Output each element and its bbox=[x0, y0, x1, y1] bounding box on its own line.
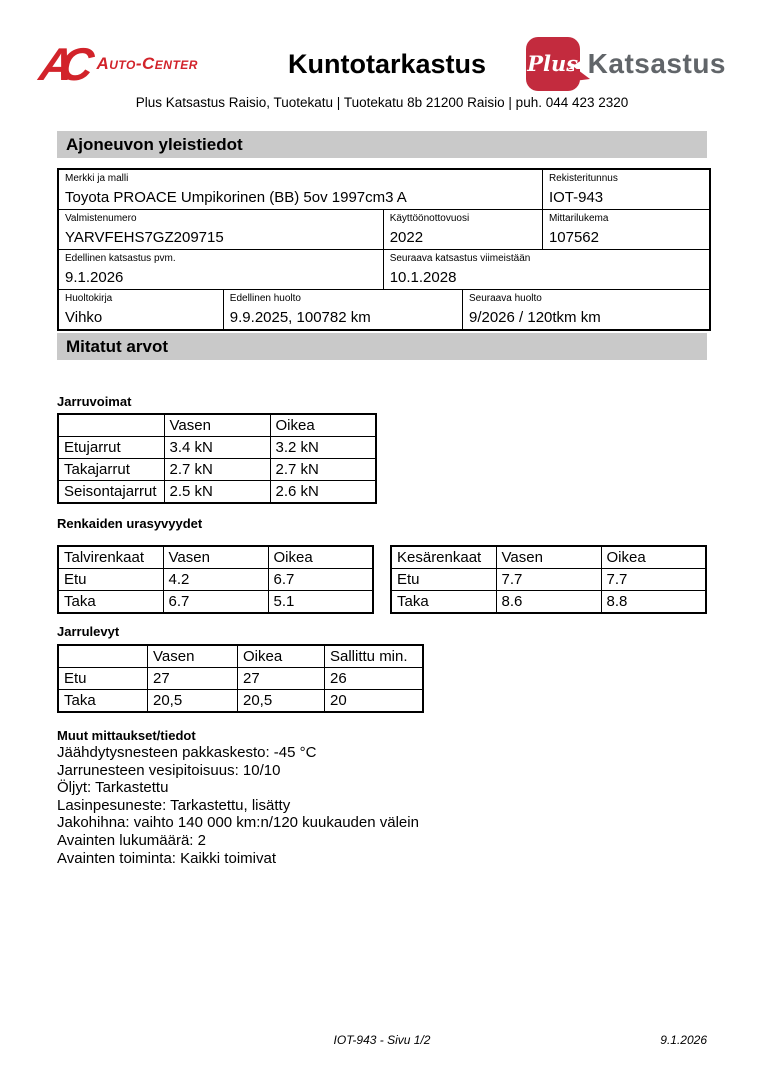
document-header bbox=[36, 34, 726, 94]
document-title: Kuntotarkastus bbox=[287, 48, 487, 79]
value-cell: 7.7 bbox=[601, 569, 706, 591]
header-cell bbox=[58, 414, 164, 437]
vehicle-info-row bbox=[59, 249, 709, 289]
field-value: 107562 bbox=[548, 229, 599, 246]
vehicle-info-row bbox=[59, 289, 709, 329]
auto-center-logo bbox=[36, 38, 240, 90]
header-cell bbox=[58, 645, 148, 668]
value-cell: 27 bbox=[238, 668, 325, 690]
field-first-use-year bbox=[383, 210, 542, 249]
plus-logo-text: Plus bbox=[527, 50, 579, 76]
value-cell: 20,5 bbox=[148, 690, 238, 713]
field-label: Huoltokirja bbox=[65, 293, 113, 304]
field-label: Edellinen huolto bbox=[229, 293, 301, 304]
summer-tyres-table bbox=[390, 545, 707, 614]
field-value: 9/2026 / 120tkm km bbox=[468, 309, 601, 326]
header-cell: Vasen bbox=[148, 645, 238, 668]
field-label: Edellinen katsastus pvm. bbox=[65, 253, 176, 264]
measurement-line: Lasinpesuneste: Tarkastettu, lisätty bbox=[57, 796, 291, 814]
table-header-row bbox=[391, 546, 706, 569]
table-row bbox=[58, 437, 376, 459]
field-value: Toyota PROACE Umpikorinen (BB) 5ov 1997cm3 A bbox=[65, 189, 407, 206]
value-cell: 4.2 bbox=[163, 569, 268, 591]
vehicle-info-table bbox=[57, 168, 711, 331]
brake-forces-heading: Jarruvoimat bbox=[57, 394, 132, 409]
field-value: IOT-943 bbox=[548, 189, 604, 206]
field-vin bbox=[59, 210, 383, 249]
field-label: Seuraava huolto bbox=[468, 293, 542, 304]
other-measurements-heading: Muut mittaukset/tiedot bbox=[57, 728, 196, 743]
header-cell: Oikea bbox=[270, 414, 376, 437]
value-cell: 3.4 kN bbox=[164, 437, 270, 459]
table-row bbox=[58, 459, 376, 481]
section-header-measured-values: Mitatut arvot bbox=[57, 333, 707, 360]
value-cell: 6.7 bbox=[163, 591, 268, 614]
field-value: 2022 bbox=[389, 229, 424, 246]
section-header-general-info: Ajoneuvon yleistiedot bbox=[57, 131, 707, 158]
measurement-line: Jarrunesteen vesipitoisuus: 10/10 bbox=[57, 761, 281, 779]
other-measurements-list bbox=[57, 744, 707, 867]
value-cell: 7.7 bbox=[496, 569, 601, 591]
field-previous-service bbox=[223, 290, 462, 329]
table-row bbox=[58, 591, 373, 614]
header-cell: Talvirenkaat bbox=[58, 546, 163, 569]
row-label-cell: Etu bbox=[58, 668, 148, 690]
vehicle-info-row bbox=[59, 170, 709, 209]
brake-discs-table bbox=[57, 644, 424, 713]
header-cell: Oikea bbox=[238, 645, 325, 668]
value-cell: 20,5 bbox=[238, 690, 325, 713]
value-cell: 2.5 kN bbox=[164, 481, 270, 504]
value-cell: 2.6 kN bbox=[270, 481, 376, 504]
field-next-service bbox=[462, 290, 709, 329]
plus-katsastus-logo bbox=[527, 37, 726, 91]
value-cell: 6.7 bbox=[268, 569, 373, 591]
katsastus-logo-text: Katsastus bbox=[587, 48, 726, 79]
vehicle-info-row bbox=[59, 209, 709, 249]
field-label: Seuraava katsastus viimeistään bbox=[389, 253, 531, 264]
measurement-line: Öljyt: Tarkastettu bbox=[57, 779, 169, 797]
row-label-cell: Taka bbox=[58, 591, 163, 614]
header-cell: Vasen bbox=[164, 414, 270, 437]
measurement-line: Jakohihna: vaihto 140 000 km:n/120 kuukauden välein bbox=[57, 814, 419, 832]
page-footer bbox=[0, 1033, 764, 1049]
row-label-cell: Taka bbox=[58, 690, 148, 713]
table-row bbox=[391, 569, 706, 591]
row-label-cell: Etujarrut bbox=[58, 437, 164, 459]
field-label: Käyttöönottovuosi bbox=[389, 213, 470, 224]
header-cell: Kesärenkaat bbox=[391, 546, 496, 569]
row-label-cell: Etu bbox=[58, 569, 163, 591]
table-row bbox=[58, 569, 373, 591]
table-row bbox=[391, 591, 706, 614]
header-cell: Oikea bbox=[601, 546, 706, 569]
row-label-cell: Takajarrut bbox=[58, 459, 164, 481]
tread-depths-heading: Renkaiden urasyvyydet bbox=[57, 516, 203, 531]
header-cell: Sallittu min. bbox=[325, 645, 424, 668]
table-row bbox=[58, 690, 423, 713]
field-service-book bbox=[59, 290, 223, 329]
brake-discs-heading: Jarrulevyt bbox=[57, 624, 120, 639]
table-header-row bbox=[58, 645, 423, 668]
value-cell: 2.7 kN bbox=[270, 459, 376, 481]
field-value: 10.1.2028 bbox=[389, 269, 457, 286]
value-cell: 3.2 kN bbox=[270, 437, 376, 459]
value-cell: 5.1 bbox=[268, 591, 373, 614]
row-label-cell: Taka bbox=[391, 591, 496, 614]
value-cell: 27 bbox=[148, 668, 238, 690]
plus-bubble-tail bbox=[574, 67, 590, 81]
field-label: Rekisteritunnus bbox=[548, 173, 618, 184]
auto-center-monogram-icon: AC bbox=[36, 38, 85, 90]
row-label-cell: Seisontajarrut bbox=[58, 481, 164, 504]
value-cell: 8.6 bbox=[496, 591, 601, 614]
header-cell: Oikea bbox=[268, 546, 373, 569]
measurement-line: Avainten lukumäärä: 2 bbox=[57, 831, 206, 849]
table-header-row bbox=[58, 546, 373, 569]
table-row bbox=[58, 668, 423, 690]
auto-center-logo-text: Auto-Center bbox=[96, 54, 198, 73]
field-next-inspection bbox=[383, 250, 709, 289]
row-label-cell: Etu bbox=[391, 569, 496, 591]
value-cell: 8.8 bbox=[601, 591, 706, 614]
value-cell: 20 bbox=[325, 690, 424, 713]
winter-tyres-table bbox=[57, 545, 374, 614]
value-cell: 26 bbox=[325, 668, 424, 690]
field-registration bbox=[542, 170, 709, 209]
table-header-row bbox=[58, 414, 376, 437]
field-odometer bbox=[542, 210, 709, 249]
header-cell: Vasen bbox=[163, 546, 268, 569]
footer-page-info: IOT-943 - Sivu 1/2 bbox=[333, 1033, 431, 1047]
brake-forces-table bbox=[57, 413, 377, 504]
field-label: Merkki ja malli bbox=[65, 173, 129, 184]
station-address-line: Plus Katsastus Raisio, Tuotekatu | Tuotekatu 8b 21200 Raisio | puh. 044 423 2320 bbox=[135, 95, 629, 110]
field-value: Vihko bbox=[65, 309, 103, 326]
header-cell: Vasen bbox=[496, 546, 601, 569]
field-value: 9.1.2026 bbox=[65, 269, 124, 286]
table-row bbox=[58, 481, 376, 504]
field-label: Valmistenumero bbox=[65, 213, 137, 224]
plus-speech-bubble-icon bbox=[526, 37, 580, 91]
field-previous-inspection bbox=[59, 250, 383, 289]
field-value: 9.9.2025, 100782 km bbox=[229, 309, 371, 326]
footer-date: 9.1.2026 bbox=[660, 1033, 707, 1047]
field-make-model bbox=[59, 170, 542, 209]
measurement-line: Avainten toiminta: Kaikki toimivat bbox=[57, 849, 276, 867]
field-label: Mittarilukema bbox=[548, 213, 609, 224]
field-value: YARVFEHS7GZ209715 bbox=[65, 229, 224, 246]
measurement-line: Jäähdytysnesteen pakkaskesto: -45 °C bbox=[57, 744, 317, 761]
value-cell: 2.7 kN bbox=[164, 459, 270, 481]
